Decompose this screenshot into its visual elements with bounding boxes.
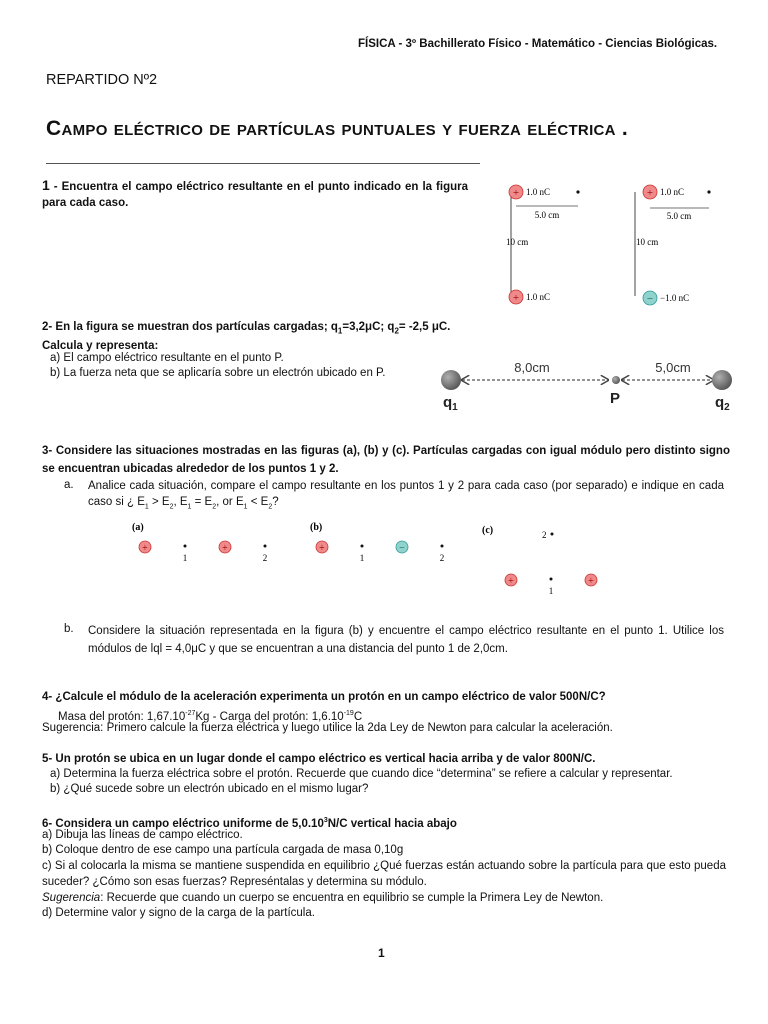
title-divider bbox=[46, 163, 480, 164]
plus-sign: + bbox=[646, 187, 654, 199]
q6-item-b: b) Coloque dentro de ese campo una partícula cargada de masa 0,10g bbox=[42, 844, 404, 856]
q2-sub-1: 1 bbox=[337, 326, 343, 336]
q6-item-d: d) Determine valor y signo de la carga de la partícula. bbox=[42, 907, 315, 919]
q3-b-point-2-label: 2 bbox=[439, 553, 445, 563]
q3-fig-c-label: (c) bbox=[482, 525, 494, 536]
plus-sign: + bbox=[512, 292, 520, 304]
q2-label-p: P bbox=[610, 390, 621, 407]
question-2-title bbox=[42, 320, 482, 354]
page-number: 1 bbox=[378, 946, 385, 960]
q2-distance-label-2: 5,0cm bbox=[655, 360, 691, 375]
question-3-figure bbox=[120, 518, 620, 600]
q3-fig-b-label: (b) bbox=[310, 522, 323, 533]
q3-item-a-text: Analice cada situación, compare el campo resultante en los puntos 1 y 2 para cada caso (por separado) e indique en cada caso si ¿ $E_1 > E_2$, $E_1 = E_2$, or $E_1 < E_2$? bbox=[88, 480, 724, 511]
repartido-label: REPARTIDO Nº2 bbox=[46, 72, 158, 88]
q1-left-distance-label: 5.0 cm bbox=[534, 210, 560, 220]
plus-sign: + bbox=[222, 543, 228, 554]
q6-hint: Sugerencia: Recuerde que cuando un cuerpo se encuentra en equilibrio se cumple la Primera Ley de Newton. bbox=[42, 892, 604, 904]
q2-charge-q1 bbox=[441, 370, 461, 390]
question-1-number: 1 bbox=[42, 177, 50, 193]
q3-item-a-label: a. bbox=[64, 479, 74, 491]
question-1-text: - Encuentra el campo eléctrico resultante en el punto indicado en la figura para cada caso. bbox=[42, 181, 468, 209]
q3-c-point-2-label: 2 bbox=[542, 530, 547, 540]
q2-label-q1: $q_1$ bbox=[443, 394, 458, 413]
question-3-intro: 3- Considere las situaciones mostradas en las figuras (a), (b) y (c). Partículas cargadas con igual módulo pero distinto signo se encuentran ubicadas alrededor de los puntos 1 y 2. bbox=[42, 445, 730, 475]
q2-sub-2: 2 bbox=[394, 326, 399, 336]
q2-charge-q2 bbox=[712, 370, 732, 390]
q3-a-point-2-label: 2 bbox=[262, 553, 268, 563]
q1-left-vertical-label: 10 cm bbox=[506, 237, 529, 247]
q2-title-part: =3,2μC; q bbox=[342, 321, 395, 333]
q3-item-b-text: Considere la situación representada en la figura (b) y encuentre el campo eléctrico resultante en el punto 1. Utilice los módulos de lql = 4,0μC y que se encuentran a una distancia del punto 1 de 2,0cm. bbox=[88, 625, 724, 655]
q3-b-point-1-label: 1 bbox=[359, 553, 365, 563]
q1-charge-label: 1.0 nC bbox=[660, 187, 685, 197]
q4-hint: Sugerencia: Primero calcule la fuerza eléctrica y luego utilice la 2da Ley de Newton para calcular la aceleración. bbox=[42, 722, 613, 734]
q2-title-part: = -2,5 μC. bbox=[398, 321, 451, 333]
page-header: FÍSICA - 3º Bachillerato Físico - Matemático - Ciencias Biológicas. bbox=[358, 38, 718, 50]
question-4-title: 4- ¿Calcule el módulo de la aceleración experimenta un protón en un campo eléctrico de valor 500N/C? bbox=[42, 691, 606, 703]
q3-a-point-1 bbox=[184, 545, 187, 548]
q2-subtitle: Calcula y representa: bbox=[42, 339, 159, 352]
q2-item-a: a) El campo eléctrico resultante en el punto P. bbox=[50, 352, 284, 364]
plus-sign: + bbox=[512, 187, 520, 199]
q3-item-b-label: b. bbox=[64, 623, 74, 635]
plus-sign: + bbox=[508, 576, 514, 587]
q1-right-vertical-label: 10 cm bbox=[636, 237, 659, 247]
q3-c-point-1-label: 1 bbox=[548, 586, 554, 596]
q3-a-point-1-label: 1 bbox=[182, 553, 188, 563]
question-2-figure bbox=[430, 356, 768, 414]
question-1 bbox=[42, 178, 468, 211]
q4-constants: Masa del protón: $1,67.10^{-27}Kg$ - Carga del protón: $1,6.10^{-19}C$ bbox=[58, 710, 363, 723]
q1-negative-charge-label: −1.0 nC bbox=[660, 293, 690, 303]
q1-left-point bbox=[576, 190, 579, 193]
question-6-title: 6- Considera un campo eléctrico uniforme de 5,0.10$^3$N/C vertical hacia abajo bbox=[42, 817, 457, 830]
q6-item-a: a) Dibuja las líneas de campo eléctrico. bbox=[42, 829, 243, 841]
q2-point-p bbox=[612, 376, 620, 384]
q2-item-b: b) La fuerza neta que se aplicaría sobre un electrón ubicado en P. bbox=[50, 367, 386, 379]
q3-c-point-1 bbox=[550, 578, 553, 581]
q3-c-point-2 bbox=[551, 533, 554, 536]
minus-sign: − bbox=[646, 293, 654, 305]
page-title: Campo eléctrico de partículas puntuales y fuerza eléctrica . bbox=[46, 117, 629, 140]
q1-right-distance-label: 5.0 cm bbox=[666, 211, 692, 221]
plus-sign: + bbox=[142, 543, 148, 554]
q3-b-point-1 bbox=[361, 545, 364, 548]
q1-charge-label: 1.0 nC bbox=[526, 187, 551, 197]
q3-fig-a-label: (a) bbox=[132, 522, 144, 533]
question-5-title: 5- Un protón se ubica en un lugar donde el campo eléctrico es vertical hacia arriba y de valor 800N/C. bbox=[42, 753, 596, 765]
q1-right-point bbox=[707, 190, 710, 193]
minus-sign: − bbox=[399, 543, 405, 554]
q2-distance-label-1: 8,0cm bbox=[514, 360, 550, 375]
plus-sign: + bbox=[319, 543, 325, 554]
q1-charge-label: 1.0 nC bbox=[526, 292, 551, 302]
q5-item-b: b) ¿Qué sucede sobre un electrón ubicado en el mismo lugar? bbox=[50, 783, 369, 795]
q6-item-c: c) Si al colocarla la misma se mantiene suspendida en equilibrio ¿Qué fuerzas están actuando sobre la partícula para que esto pueda suceder? ¿Cómo son esas fuerzas? Represéntalas y determina su módulo. bbox=[42, 860, 726, 888]
q2-label-q2: $q_2$ bbox=[715, 394, 730, 413]
question-1-figure bbox=[495, 178, 735, 308]
q3-b-point-2 bbox=[441, 545, 444, 548]
q2-title-part: 2- En la figura se muestran dos partículas cargadas; q bbox=[42, 321, 338, 333]
plus-sign: + bbox=[588, 576, 594, 587]
q3-a-point-2 bbox=[264, 545, 267, 548]
q5-item-a: a) Determina la fuerza eléctrica sobre el protón. Recuerde que cuando dice “determina” se refiere a calcular y representar. bbox=[50, 768, 673, 780]
